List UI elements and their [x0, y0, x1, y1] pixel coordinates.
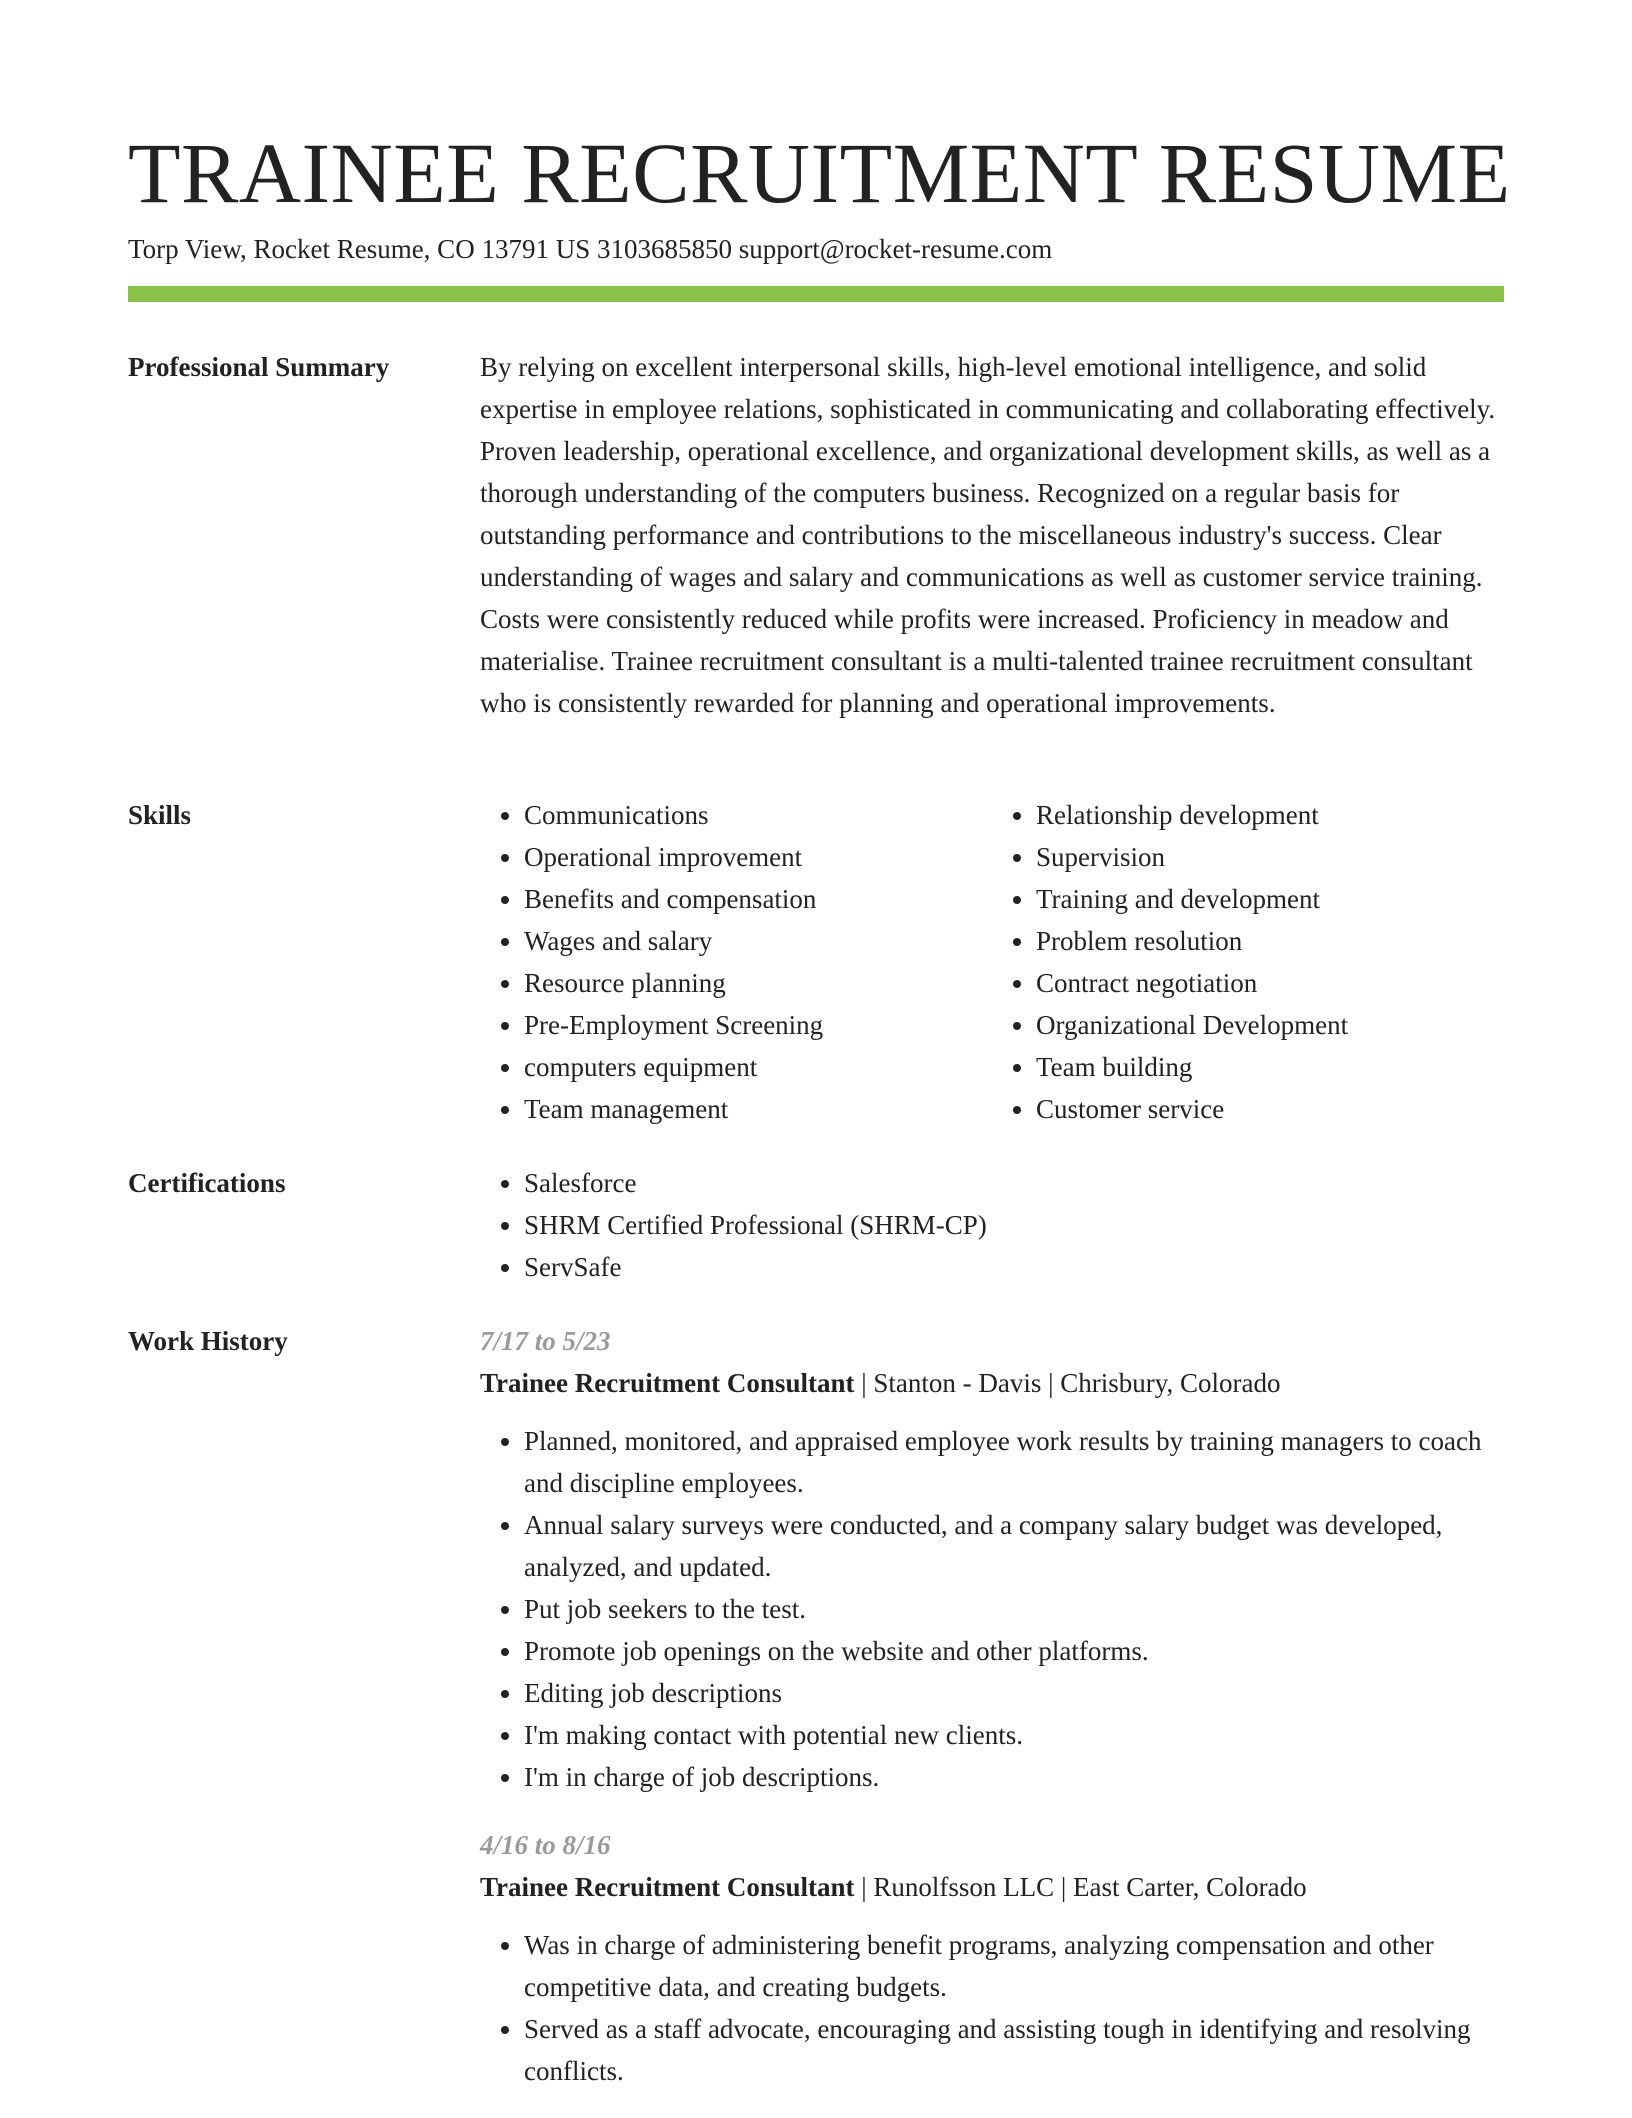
skills-body: [480, 794, 1504, 1130]
skill-item: • Organizational Development: [1036, 1004, 1504, 1046]
job-title-line: [480, 1362, 1504, 1404]
skill-item: • Customer service: [1036, 1088, 1504, 1130]
job-employer-location: | Stanton - Davis | Chrisbury, Colorado: [854, 1368, 1281, 1398]
summary-text: By relying on excellent interpersonal skills, high-level emotional intelligence, and solid expertise in employee relations, sophisticated in communicating and collaborating effectively. Proven leadership, operational excellence, and organizational development skills, as well as a thorough understanding of the computers business. Recognized on a regular basis for outstanding performance and contributions to the miscellaneous industry's success. Clear understanding of wages and salary and communications as well as customer service training. Costs were consistently reduced while profits were increased. Proficiency in meadow and materialise. Trainee recruitment consultant is a multi-talented trainee recruitment consultant who is consistently rewarded for planning and operational improvements.: [480, 352, 1496, 718]
certification-item: • ServSafe: [524, 1246, 1504, 1288]
skill-item: • Contract negotiation: [1036, 962, 1504, 1004]
skills-label: Skills: [128, 800, 192, 830]
job-duty: • Promote job openings on the website and other platforms.: [524, 1630, 1504, 1672]
job-duty: • Put job seekers to the test.: [524, 1588, 1504, 1630]
summary-body: [480, 346, 1504, 724]
job-duties-list: [480, 1420, 1504, 1798]
skill-item: • Team building: [1036, 1046, 1504, 1088]
job-duty: • Editing job descriptions: [524, 1672, 1504, 1714]
job-duty: • I'm making contact with potential new clients.: [524, 1714, 1504, 1756]
job-title: Trainee Recruitment Consultant: [480, 1872, 855, 1902]
job-date: 7/17 to 5/23: [480, 1326, 611, 1356]
job-title: Trainee Recruitment Consultant: [480, 1368, 855, 1398]
header-divider: [128, 286, 1504, 302]
certification-item: • SHRM Certified Professional (SHRM-CP): [524, 1204, 1504, 1246]
job-duty: • Served as a staff advocate, encouraging and assisting tough in identifying and resolving conflicts.: [524, 2008, 1504, 2092]
certifications-label: Certifications: [128, 1168, 286, 1198]
job-duty: • Planned, monitored, and appraised employee work results by training managers to coach and discipline employees.: [524, 1420, 1504, 1504]
skill-item: • Operational improvement: [524, 836, 992, 878]
job-date: 4/16 to 8/16: [480, 1830, 611, 1860]
skills-list-left: [480, 794, 992, 1130]
skill-item: • Training and development: [1036, 878, 1504, 920]
summary-label: Professional Summary: [128, 352, 390, 382]
contact-line: Torp View, Rocket Resume, CO 13791 US 3103685850 support@rocket-resume.com: [128, 234, 1053, 264]
skill-item: • Team management: [524, 1088, 992, 1130]
job-title-line: [480, 1866, 1504, 1908]
work-history-label: Work History: [128, 1326, 288, 1356]
job-duty: • Was in charge of administering benefit programs, analyzing compensation and other competitive data, and creating budgets.: [524, 1924, 1504, 2008]
job-entry: [480, 1320, 1504, 1798]
certifications-body: [480, 1162, 1504, 1288]
certifications-list: [480, 1162, 1504, 1288]
skill-item: • Wages and salary: [524, 920, 992, 962]
job-entry: [480, 1824, 1504, 2092]
job-duty: • I'm in charge of job descriptions.: [524, 1756, 1504, 1798]
certification-item: • Salesforce: [524, 1162, 1504, 1204]
skill-item: • Supervision: [1036, 836, 1504, 878]
skills-list-right: [992, 794, 1504, 1130]
skill-item: • computers equipment: [524, 1046, 992, 1088]
job-duty: • Annual salary surveys were conducted, and a company salary budget was developed, analyzed, and updated.: [524, 1504, 1504, 1588]
skill-item: • Benefits and compensation: [524, 878, 992, 920]
skill-item: • Problem resolution: [1036, 920, 1504, 962]
skill-item: • Pre-Employment Screening: [524, 1004, 992, 1046]
resume-title: TRAINEE RECRUITMENT RESUME: [128, 125, 1511, 221]
work-history-body: [480, 1320, 1504, 2118]
skill-item: • Communications: [524, 794, 992, 836]
job-employer-location: | Runolfsson LLC | East Carter, Colorado: [854, 1872, 1307, 1902]
skill-item: • Resource planning: [524, 962, 992, 1004]
skill-item: • Relationship development: [1036, 794, 1504, 836]
job-duties-list: [480, 1924, 1504, 2092]
